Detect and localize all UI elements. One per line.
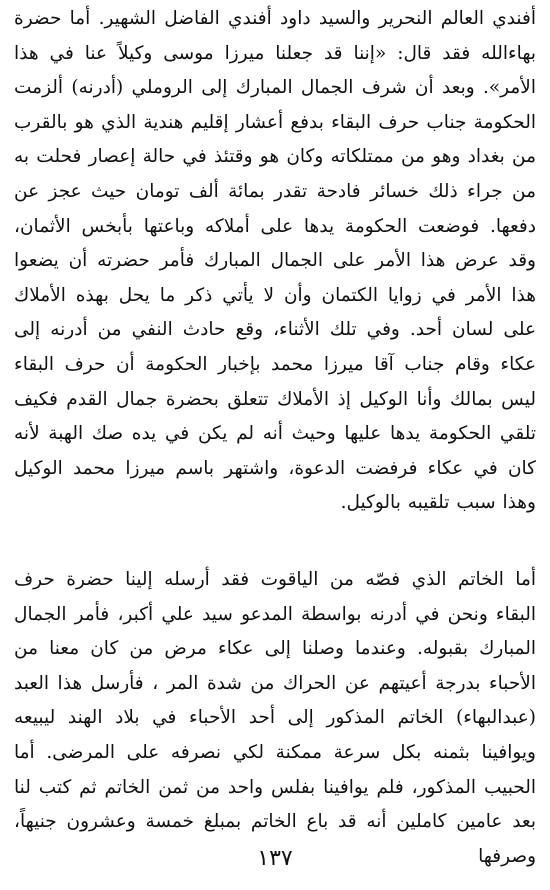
paragraph-1: أفندي العالم النحرير والسيد داود أفندي الفاضل الشهير. أما حضرة بهاءالله فقد قال: «إننا قد جعلنا ميرزا موسى وكيلاً عنا في هذا الأمر». وبعد أن شرف الجمال المبارك إلى الروملي (أدرنه) ألزمت الحكومة جناب حرف البقاء بدفع أعشار إقليم هندية الذي هو بالقرب من بغداد وهو من ممتلكاته وكان هو وقتئذ في حالة إعصار فحلت به من جراء ذلك خسائر فادحة تقدر بمائة ألف تومان حيث عجز عن دفعها. فوضعت الحكومة يدها على أملاكه وباعتها بأبخس الأثمان، وقد عرض هذا الأمر على الجمال المبارك فأمر حضرته أن يضعوا هذا الأمر في زوايا الكتمان وأن لا يأتي ذكر ما يحل بهذه الأملاك على لسان أحد. وفي تلك الأثناء، وقع حادث النفي من أدرنه إلى عكاء وقام جناب آقا ميرزا محمد بإخبار الحكومة أن حرف البقاء ليس بمالك وأنا الوكيل إذ الأملاك تتعلق بحضرة جمال القدم فكيف تلقي الحكومة يدها عليها وحيث أنه لم يكن في يده صك الهبة لأنه كان في عكاء فرفضت الدعوة، واشتهر باسم ميرزا محمد الوكيل وهذا سبب تلقيبه بالوكيل.	[14, 8, 536, 514]
page-number: ١٣٧	[257, 846, 293, 871]
paragraph-2: أما الخاتم الذي فصّه من الياقوت فقد أرسله إلينا حضرة حرف البقاء ونحن في أدرنه بواسطة المدعو سيد علي أكبر، فأمر الجمال المبارك بقبوله. وعندما وصلنا إلى عكاء مرض من كان معنا من الأحباء بدرجة أعيتهم عن الحراك من شدة المر ، فأرسل هذا العبد (عبدالبهاء) الخاتم المذكور إلى أحد الأحباء في بلاد الهند ليبيعه ويوافينا بثمنه بكل سرعة ممكنة لكي نصرفه على المرضى. أما الحبيب المذكور، فلم يوافينا بفلس واحد من ثمن الخاتم ثم كتب لنا بعد عامين كاملين أنه قد باع الخاتم بمبلغ خمسة وعشرون جنيهاً، وصرفها	[14, 569, 536, 867]
